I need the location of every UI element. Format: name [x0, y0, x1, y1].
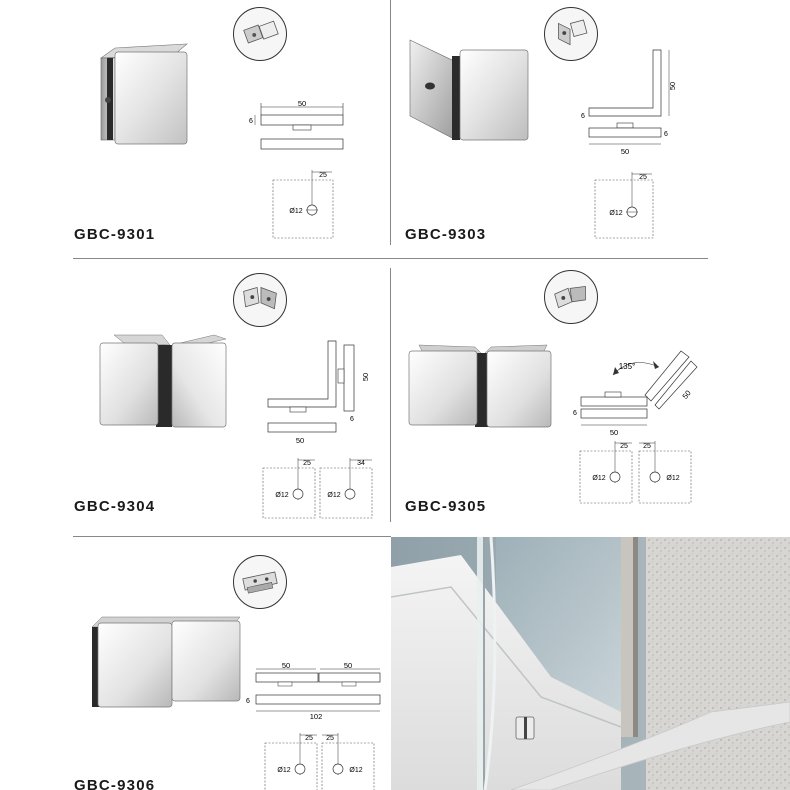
dim-offset-b-label: 25: [326, 735, 334, 742]
shower-enclosure-photo: [391, 537, 790, 790]
135-degree-glass-clamp-icon: [544, 270, 598, 324]
model-label-gbc-9304: GBC-9304: [74, 498, 156, 515]
dim-thickness-label: 6: [246, 698, 250, 705]
product-panel-gbc-9306: [0, 537, 390, 790]
dim-width-label: 50: [295, 436, 305, 445]
hole-drawing-gbc-9304: [262, 456, 380, 520]
dim-hole-a-label: Ø12: [275, 492, 289, 499]
dim-offset-label: 25: [639, 174, 647, 181]
model-label-gbc-9303: GBC-9303: [405, 226, 487, 243]
product-panel-gbc-9304: [0, 259, 390, 536]
dim-thickness-label: 6: [249, 118, 253, 125]
product-image-gbc-9301: [95, 38, 195, 148]
product-panel-gbc-9305: [391, 259, 790, 536]
dim-hole-a-label: Ø12: [277, 767, 291, 774]
dim-offset-a-label: 25: [620, 443, 628, 450]
dim-thickness-label: 6: [573, 410, 577, 417]
dim-offset-b-label: 25: [643, 443, 651, 450]
dim-hole-b-label: Ø12: [327, 492, 341, 499]
product-panel-gbc-9301: [0, 0, 390, 258]
dim-width-b-label: 50: [343, 661, 353, 670]
side-drawing-gbc-9301: [245, 97, 355, 157]
dim-total-label: 102: [309, 712, 323, 721]
side-drawing-gbc-9305: [571, 347, 701, 437]
product-image-gbc-9303: [406, 36, 531, 146]
hole-drawing-gbc-9303: [594, 170, 656, 242]
dim-hole-a-label: Ø12: [592, 475, 606, 482]
dim-thickness-top-label: 6: [581, 113, 585, 120]
90-degree-glass-clamp-icon: [233, 273, 287, 327]
dim-thickness-bottom-label: 6: [664, 131, 668, 138]
side-drawing-gbc-9303: [569, 48, 679, 163]
hole-drawing-gbc-9306: [264, 731, 380, 790]
dim-angle-label: 135°: [618, 362, 636, 371]
dim-width-a-label: 50: [281, 661, 291, 670]
dim-width-label: 50: [609, 428, 619, 437]
product-image-gbc-9306: [86, 611, 246, 711]
dim-height-label: 50: [361, 372, 370, 382]
product-image-gbc-9305: [405, 341, 555, 431]
dim-hole-label: Ø12: [289, 208, 303, 215]
dim-offset-a-label: 25: [303, 460, 311, 467]
side-drawing-gbc-9306: [240, 661, 385, 721]
hole-drawing-gbc-9301: [272, 168, 334, 240]
dim-offset-b-label: 34: [357, 460, 365, 467]
180-degree-glass-clamp-icon: [233, 555, 287, 609]
model-label-gbc-9301: GBC-9301: [74, 226, 156, 243]
hole-drawing-gbc-9305: [579, 439, 695, 507]
product-panel-gbc-9303: [391, 0, 790, 258]
dim-offset-label: 25: [319, 172, 327, 179]
model-label-gbc-9306: GBC-9306: [74, 777, 156, 790]
square-glass-clamp-icon: [233, 7, 287, 61]
dim-offset-a-label: 25: [305, 735, 313, 742]
shower-photo-illustration: [391, 537, 790, 790]
dim-thickness-label: 6: [350, 416, 354, 423]
model-label-gbc-9305: GBC-9305: [405, 498, 487, 515]
product-image-gbc-9304: [96, 331, 231, 431]
dim-height-label: 50: [668, 81, 677, 91]
dim-width-label: 50: [297, 99, 307, 108]
dim-arm-label: 50: [680, 388, 693, 401]
dim-hole-b-label: Ø12: [666, 475, 680, 482]
side-drawing-gbc-9304: [262, 339, 372, 444]
dim-width-label: 50: [620, 147, 630, 156]
dim-hole-b-label: Ø12: [349, 767, 363, 774]
dim-hole-label: Ø12: [609, 210, 623, 217]
